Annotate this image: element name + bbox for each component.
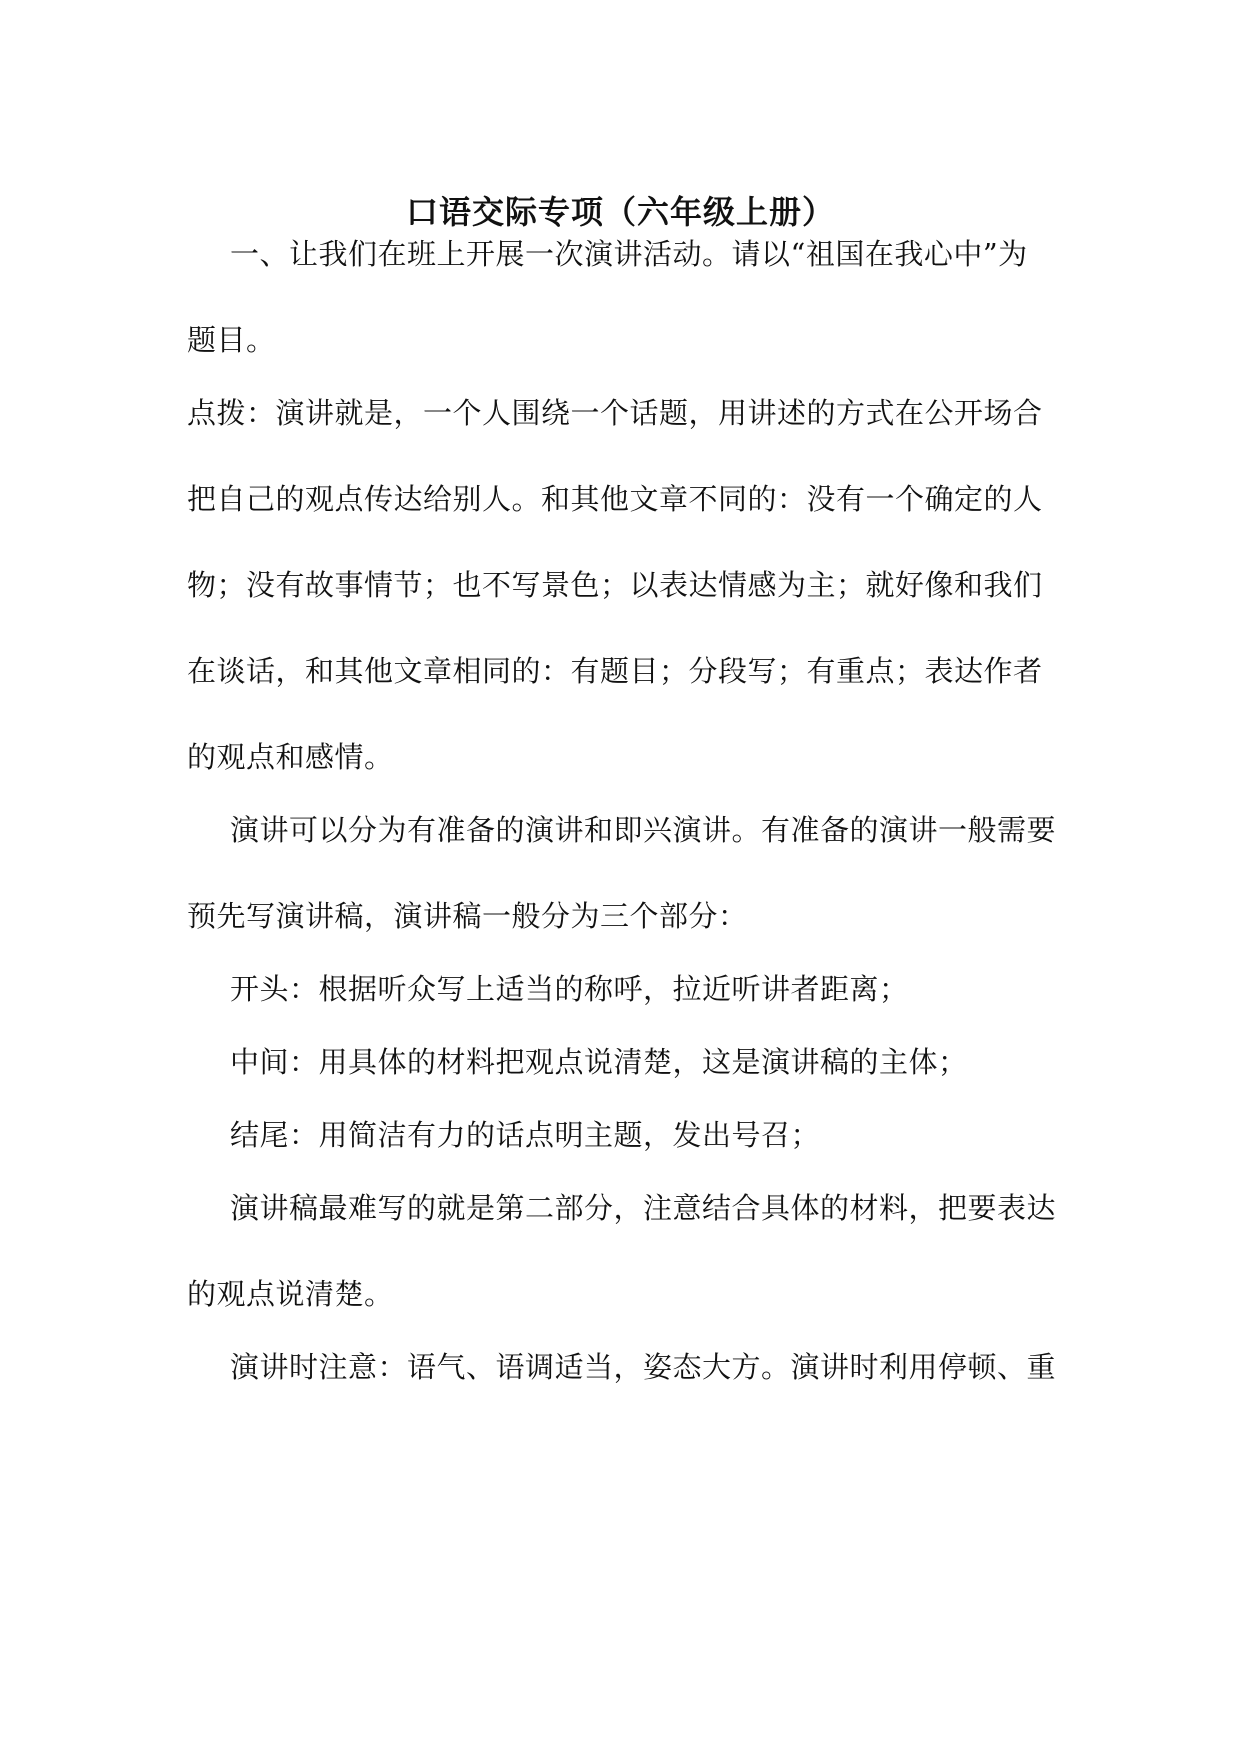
paragraph-line: 演讲时注意：语气、语调适当，姿态大方。演讲时利用停顿、重 xyxy=(230,1350,1057,1384)
paragraph-line: 开头：根据听众写上适当的称呼，拉近听讲者距离； xyxy=(230,972,909,1006)
paragraph-line: 的观点说清楚。 xyxy=(187,1277,394,1311)
paragraph-line: 把自己的观点传达给别人。和其他文章不同的：没有一个确定的人 xyxy=(187,482,1043,516)
paragraph-line: 题目。 xyxy=(187,323,276,357)
paragraph-line: 预先写演讲稿，演讲稿一般分为三个部分： xyxy=(187,899,748,933)
paragraph-line: 一、让我们在班上开展一次演讲活动。请以“祖国在我心中”为 xyxy=(230,237,1028,271)
paragraph-line: 演讲可以分为有准备的演讲和即兴演讲。有准备的演讲一般需要 xyxy=(230,813,1057,847)
paragraph-line: 在谈话，和其他文章相同的：有题目；分段写；有重点；表达作者 xyxy=(187,654,1043,688)
paragraph-line: 物；没有故事情节；也不写景色；以表达情感为主；就好像和我们 xyxy=(187,568,1043,602)
paragraph-line: 的观点和感情。 xyxy=(187,740,394,774)
page-title: 口语交际专项（六年级上册） xyxy=(405,193,835,231)
paragraph-line: 中间：用具体的材料把观点说清楚，这是演讲稿的主体； xyxy=(230,1045,968,1079)
paragraph-line: 结尾：用简洁有力的话点明主题，发出号召； xyxy=(230,1118,821,1152)
paragraph-line: 演讲稿最难写的就是第二部分，注意结合具体的材料，把要表达 xyxy=(230,1191,1057,1225)
paragraph-line: 点拨：演讲就是，一个人围绕一个话题，用讲述的方式在公开场合 xyxy=(187,396,1043,430)
